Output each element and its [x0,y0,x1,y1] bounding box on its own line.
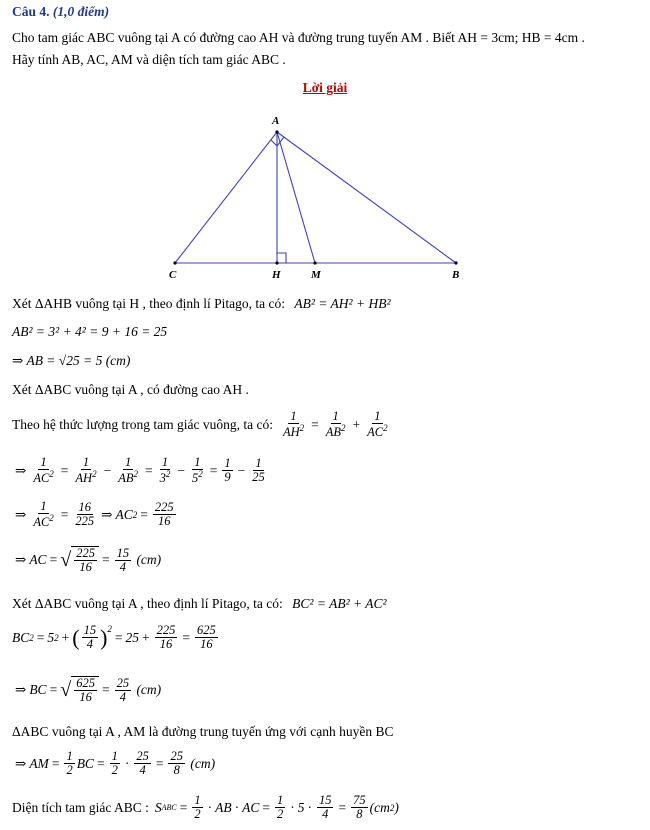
step-9-text: Xét ΔABC vuông tại A , theo định lí Pitago, ta có: [12,596,283,611]
label-a: A [272,115,280,127]
side-ac [175,132,277,263]
problem-line-2: Hãy tính AB, AC, AM và diện tích tam giác ABC . [12,52,286,67]
step-5 [12,410,640,439]
step-1-equation: AB² = AH² + HB² [294,296,391,311]
step-13-equation: ⇒ AM = $\frac{1}{2}$ BC = $\frac{1}{2}$ · $\frac{25}{4}$ = $\frac{25}{8}$ (cm) [15,749,216,778]
point-b [454,261,457,264]
step-7-equation: ⇒ $\frac{1}{AC^2}$ = $\frac{16}{225}$ ⇒ AC 2 = $\frac{225}{16}$ [15,499,174,530]
step-6-equation: ⇒ $\frac{1}{AC^2}$ = $\frac{1}{AH^2}$ − $\frac{1}{AB^2}$ = $\frac{1}{3^2}$ − $\frac{1}{5^2}$ = $\frac{1}{9}$ − $\frac{1}{25}$ [15,455,265,486]
step-4: Xét ΔABC vuông tại A , có đường cao AH . [12,382,249,397]
point-m [313,261,316,264]
step-11 [12,676,640,704]
point-c [173,261,176,264]
triangle-figure [0,108,650,288]
label-c: C [169,269,177,281]
label-m: M [311,269,321,281]
step-12: ΔABC vuông tại A , AM là đường trung tuyến ứng với cạnh huyền BC [12,724,394,739]
label-b: B [452,269,460,281]
step-3 [12,353,640,369]
step-11-equation: ⇒ BC = √ $\frac{625}{16}$ = $\frac{25}{4}$ (cm) [15,675,162,705]
question-label: Câu 4. [12,4,50,19]
step-5-text: Theo hệ thức lượng trong tam giác vuông, ta có: [12,416,273,432]
step-2-equation: AB² = 3² + 4² = 9 + 16 = 25 [12,324,168,339]
step-14-text: Diện tích tam giác ABC : [12,799,149,815]
median-am [277,132,315,263]
step-1 [12,296,640,312]
question-points: (1,0 điểm) [52,4,110,19]
step-14-equation: S ABC = $\frac{1}{2}$ · AB · AC = $\frac{1}{2}$ · 5 · $\frac{15}{4}$ = $\frac{75}{8}$ (cm 2 ) [154,793,399,822]
point-h [275,261,278,264]
step-10 [12,624,640,651]
step-8 [12,546,640,574]
step-14 [12,794,640,821]
step-8-equation: ⇒ AC = √ $\frac{225}{16}$ = $\frac{15}{4}$ (cm) [15,545,162,575]
solution-heading: Lời giải [302,80,348,95]
problem-line-1: Cho tam giác ABC vuông tại A có đường cao AH và đường trung tuyến AM . Biết AH = 3cm; HB = 4cm . [12,30,585,45]
step-10-equation: BC 2 = 5 2 + ( $\frac{15}{4}$ ) $^2$ = 25 + $\frac{225}{16}$ = $\frac{625}{16}$ [12,623,216,652]
step-6 [12,456,640,485]
point-a [275,130,278,133]
step-5-equation: $\frac{1}{AH^2}$ = $\frac{1}{AB^2}$ + $\frac{1}{AC^2}$ [282,409,388,440]
side-ab [277,132,456,263]
question-title [12,4,640,20]
step-7 [12,500,640,529]
step-9 [12,596,640,612]
step-2 [12,324,640,340]
step-9-equation: BC² = AB² + AC² [292,596,387,611]
label-h: H [272,269,281,281]
step-13 [12,750,640,777]
step-1-text: Xét ΔAHB vuông tại H , theo định lí Pitago, ta có: [12,296,286,311]
step-3-equation: ⇒ AB = √25 = 5 (cm) [12,353,131,368]
right-angle-h [277,253,286,263]
